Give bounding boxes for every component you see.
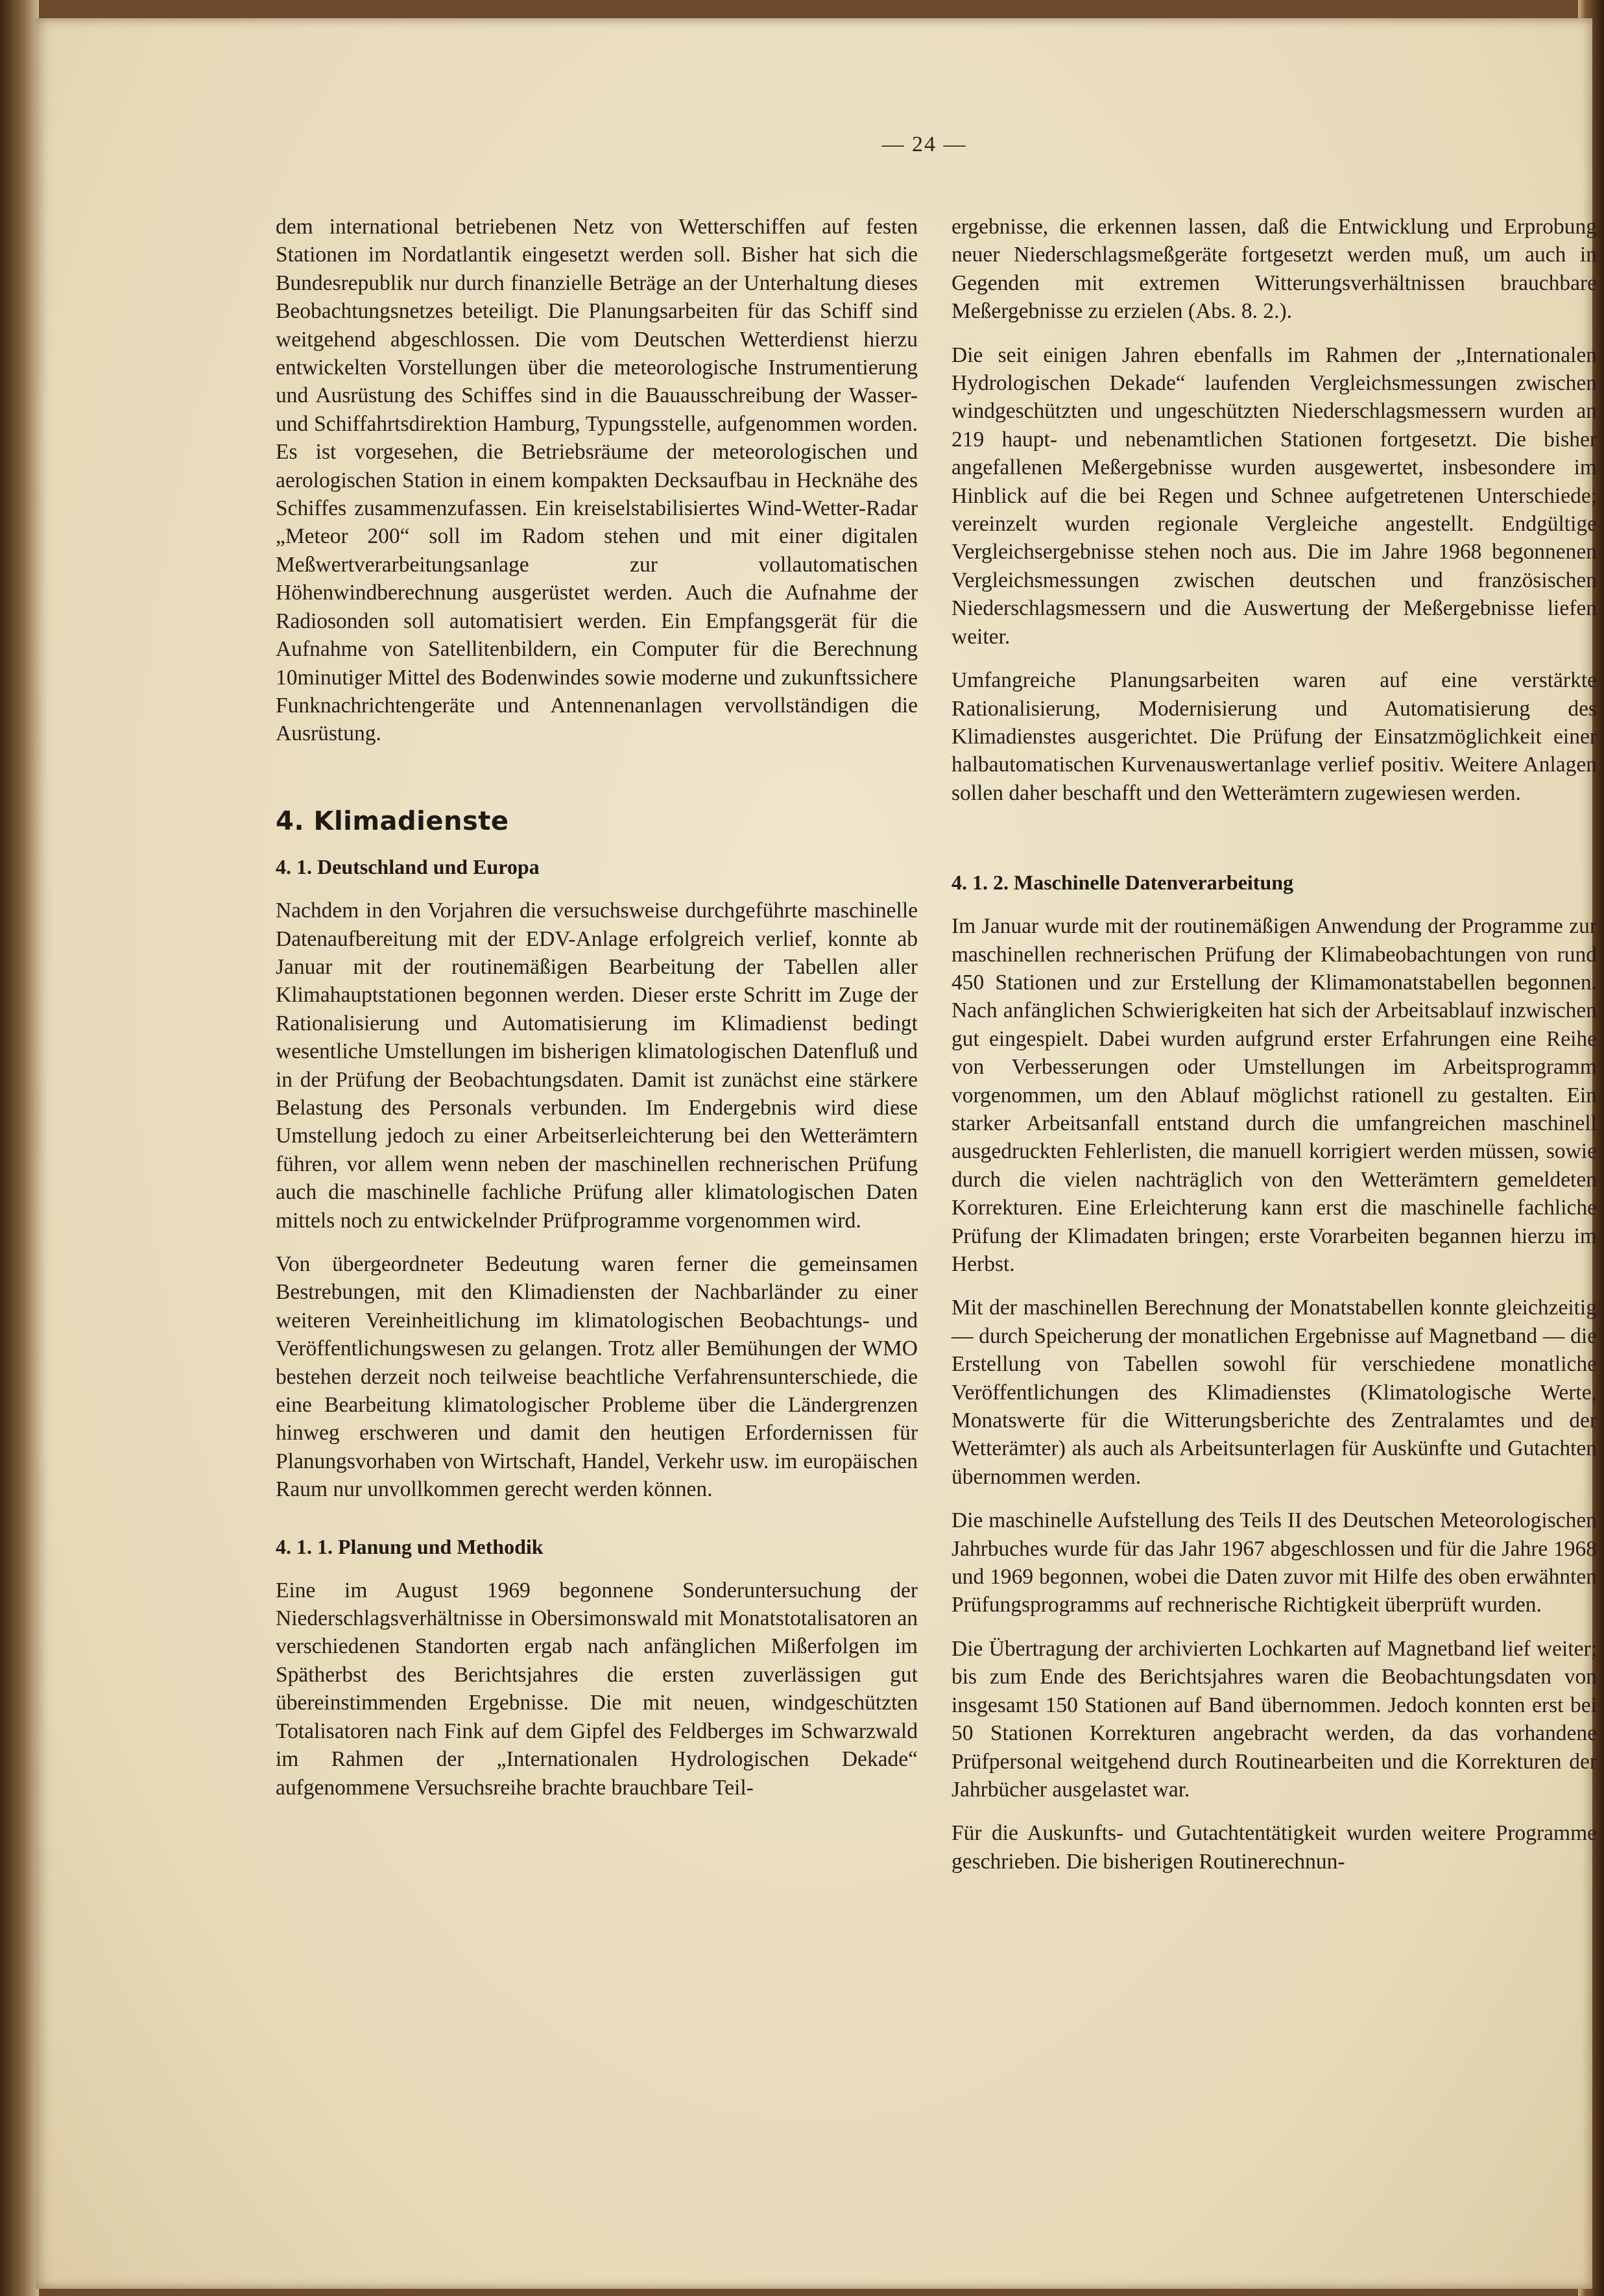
- subsection-heading-datenverarbeitung: 4. 1. 2. Maschinelle Datenverarbeitung: [952, 871, 1294, 895]
- subsection-heading-planung-methodik: 4. 1. 1. Planung und Methodik: [276, 1534, 544, 1558]
- paragraph-auskunft: Für die Auskunfts- und Gutachtentätigkeit wurden weitere Programme geschrieben. Die bisherigen Routinerechnun-: [952, 1821, 1597, 1874]
- page-number: — 24 —: [881, 132, 967, 156]
- right-column: [952, 213, 1597, 1891]
- subsection-heading-deutschland-europa: 4. 1. Deutschland und Europa: [276, 855, 540, 879]
- paragraph-sonderuntersuchung: Eine im August 1969 begonnene Sonderuntersuchung der Niederschlagsverhältnisse in Obersimonswald mit Monatstotalisatoren an verschiedenen Standorten ergab nach anfänglichen Mißerfolgen im Spätherbst des Berichtsjahres die ersten zuverlässigen gut übereinstimmenden Ergebnisse. Die mit neuen, windgeschützten Totalisatoren nach Fink auf dem Gipfel des Feldberges im Schwarzwald im Rahmen der „Internationalen Hydrologischen Dekade“ aufgenommene Versuchsreihe brachte brauchbare Teil-: [276, 1578, 918, 1800]
- paragraph-datenaufbereitung: Nachdem in den Vorjahren die versuchsweise durchgeführte maschinelle Datenaufbereitung mit der EDV-Anlage erfolgreich verlief, konnte ab Januar mit der routinemäßigen Bearbeitung der Tabellen aller Klimahauptstationen begonnen werden. Dieser erste Schritt im Zuge der Rationalisierung und Automatisierung im Klimadienst bedingt wesentliche Umstellungen im bisherigen klimatologischen Datenfluß und in der Prüfung der Beobachtungsdaten. Damit ist zunächst eine stärkere Belastung des Personals verbunden. Im Endergebnis wird diese Umstellung jedoch zu einer Arbeitserleichterung bei den Wetterämtern führen, vor allem wenn neben der maschinellen rechnerischen Prüfung auch die maschinelle fachliche Prüfung aller klimatologischen Daten mittels noch zu entwickelnder Prüfprogramme vorgenommen wird.: [276, 899, 918, 1233]
- book-spine-shadow: [0, 0, 39, 2296]
- paragraph-planungsarbeiten: Umfangreiche Planungsarbeiten waren auf eine verstärkte Rationalisierung, Modernisierung und Automatisierung des Klimadienstes ausgerichtet. Die Prüfung der Einsatzmöglichkeit einer halbautomatischen Kurvenauswertanlage verlief positiv. Weitere Anlagen sollen daher beschafft und den Wetterämtern zugewiesen werden.: [952, 668, 1597, 805]
- paragraph-monatstabellen: Mit der maschinellen Berechnung der Monatstabellen konnte gleichzeitig — durch Speicherung der monatlichen Ergebnisse auf Magnetband — die Erstellung von Tabellen sowohl für verschiedene monatliche Veröffentlichungen des Klimadienstes (Klimatologische Werte, Monatswerte für die Witterungsberichte des Zentralamtes und der Wetterämter) als auch als Arbeitsunterlagen für Auskünfte und Gutachten übernommen werden.: [952, 1296, 1597, 1489]
- document-page: [36, 18, 1597, 2289]
- paragraph-jahrbuch: Die maschinelle Aufstellung des Teils II des Deutschen Meteorologischen Jahrbuches wurde für das Jahr 1967 abgeschlossen und für die Jahre 1968 und 1969 begonnen, wobei die Daten zuvor mit Hilfe des oben erwähnten Prüfungsprogramms auf rechnerische Richtigkeit überprüft wurden.: [952, 1508, 1597, 1617]
- paragraph-lochkarten: Die Übertragung der archivierten Lochkarten auf Magnetband lief weiter; bis zum Ende des Berichtsjahres waren die Beobachtungsdaten von insgesamt 150 Stationen auf Band übernommen. Jedoch konnten erst bei 50 Stationen Korrekturen angebracht werden, da das vorhandene Prüfpersonal weitgehend durch Routinearbeiten und die Korrekturen der Jahrbücher ausgelastet war.: [952, 1636, 1597, 1802]
- section-heading-klimadienste: 4. Klimadienste: [276, 806, 509, 836]
- paragraph-weather-ship: dem international betriebenen Netz von Wetterschiffen auf festen Stationen im Nordatlantik eingesetzt werden soll. Bisher hat sich die Bundesrepublik nur durch finanzielle Beträge an der Unterhaltung dieses Beobachtungsnetzes beteiligt. Die Planungsarbeiten für das Schiff sind weitgehend abgeschlossen. Die vom Deutschen Wetterdienst hierzu entwickelten Vorstellungen über die meteorologische Instrumentierung und Ausrüstung des Schiffes sind in die Bauausschreibung der Wasser- und Schiffahrtsdirektion Hamburg, Typungsstelle, aufgenommen worden. Es ist vorgesehen, die Betriebsräume der meteorologischen und aerologischen Station in einem kompakten Decksaufbau in Hecknähe des Schiffes zusammenzufassen. Ein kreiselstabilisiertes Wind-Wetter-Radar „Meteor 200“ soll im Radom stehen und mit einer digitalen Meßwertverarbeitungsanlage zur vollautomatischen Höhenwindberechnung ausgerüstet werden. Auch die Aufnahme der Radiosonden soll automatisiert werden. Ein Empfangsgerät für die Aufnahme von Satellitenbildern, ein Computer für die Berechnung 10minutiger Mittel des Bodenwindes sowie moderne und zukunftssichere Funknachrichtengeräte und Antennenanlagen vervollständigen die Ausrüstung.: [276, 215, 918, 746]
- paragraph-januar-programme: Im Januar wurde mit der routinemäßigen Anwendung der Programme zur maschinellen rechnerischen Prüfung der Klimabeobachtungen von rund 450 Stationen und zur Erstellung der Klimamonatstabellen begonnen. Nach anfänglichen Schwierigkeiten hat sich der Arbeitsablauf inzwischen gut eingespielt. Dabei wurden aufgrund erster Erfahrungen eine Reihe von Verbesserungen oder Umstellungen im Arbeitsprogramm vorgenommen, um den Ablauf möglichst rationell zu gestalten. Ein starker Arbeitsanfall entstand durch die umfangreichen maschinell ausgedruckten Fehlerlisten, die manuell korrigiert werden müssen, sowie durch die vielen nachträglich von den Wetterämtern gemeldeten Korrekturen. Eine Erleichterung kann erst die maschinelle fachliche Prüfung der Klimadaten bringen; erste Vorarbeiten begannen hierzu im Herbst.: [952, 914, 1597, 1276]
- paragraph-ergebnisse-continued: ergebnisse, die erkennen lassen, daß die Entwicklung und Erprobung neuer Niederschlagsmeßgeräte fortgesetzt werden muß, um auch in Gegenden mit extremen Witterungsverhältnissen brauchbare Meßergebnisse zu erzielen (Abs. 8. 2.).: [952, 215, 1597, 324]
- paragraph-vereinheitlichung: Von übergeordneter Bedeutung waren ferner die gemeinsamen Bestrebungen, mit den Klimadiensten der Nachbarländer zu einer weiteren Vereinheitlichung im klimatologischen Beobachtungs- und Veröffentlichungswesen zu gelangen. Trotz aller Bemühungen der WMO bestehen derzeit noch teilweise beachtliche Verfahrensunterschiede, die eine Bearbeitung klimatologischer Probleme über die Ländergrenzen hinweg erschweren und damit den heutigen Erfordernissen für Planungsvorhaben von Wirtschaft, Handel, Verkehr usw. im europäischen Raum nur unvollkommen gerecht werden können.: [276, 1252, 918, 1502]
- paragraph-vergleichsmessungen: Die seit einigen Jahren ebenfalls im Rahmen der „Internationalen Hydrologischen Dekade“ laufenden Vergleichsmessungen zwischen windgeschützten und ungeschützten Niederschlagsmessern wurden an 219 haupt- und nebenamtlichen Stationen fortgesetzt. Die bisher angefallenen Meßergebnisse wurden ausgewertet, insbesondere im Hinblick auf die bei Regen und Schnee aufgetretenen Unterschiede; vereinzelt wurden regionale Vergleiche angestellt. Endgültige Vergleichsergebnisse stehen noch aus. Die im Jahre 1968 begonnenen Vergleichsmessungen zwischen deutschen und französischen Niederschlagsmessern und die Auswertung der Meßergebnisse liefen weiter.: [952, 343, 1597, 649]
- left-column: [276, 213, 918, 1817]
